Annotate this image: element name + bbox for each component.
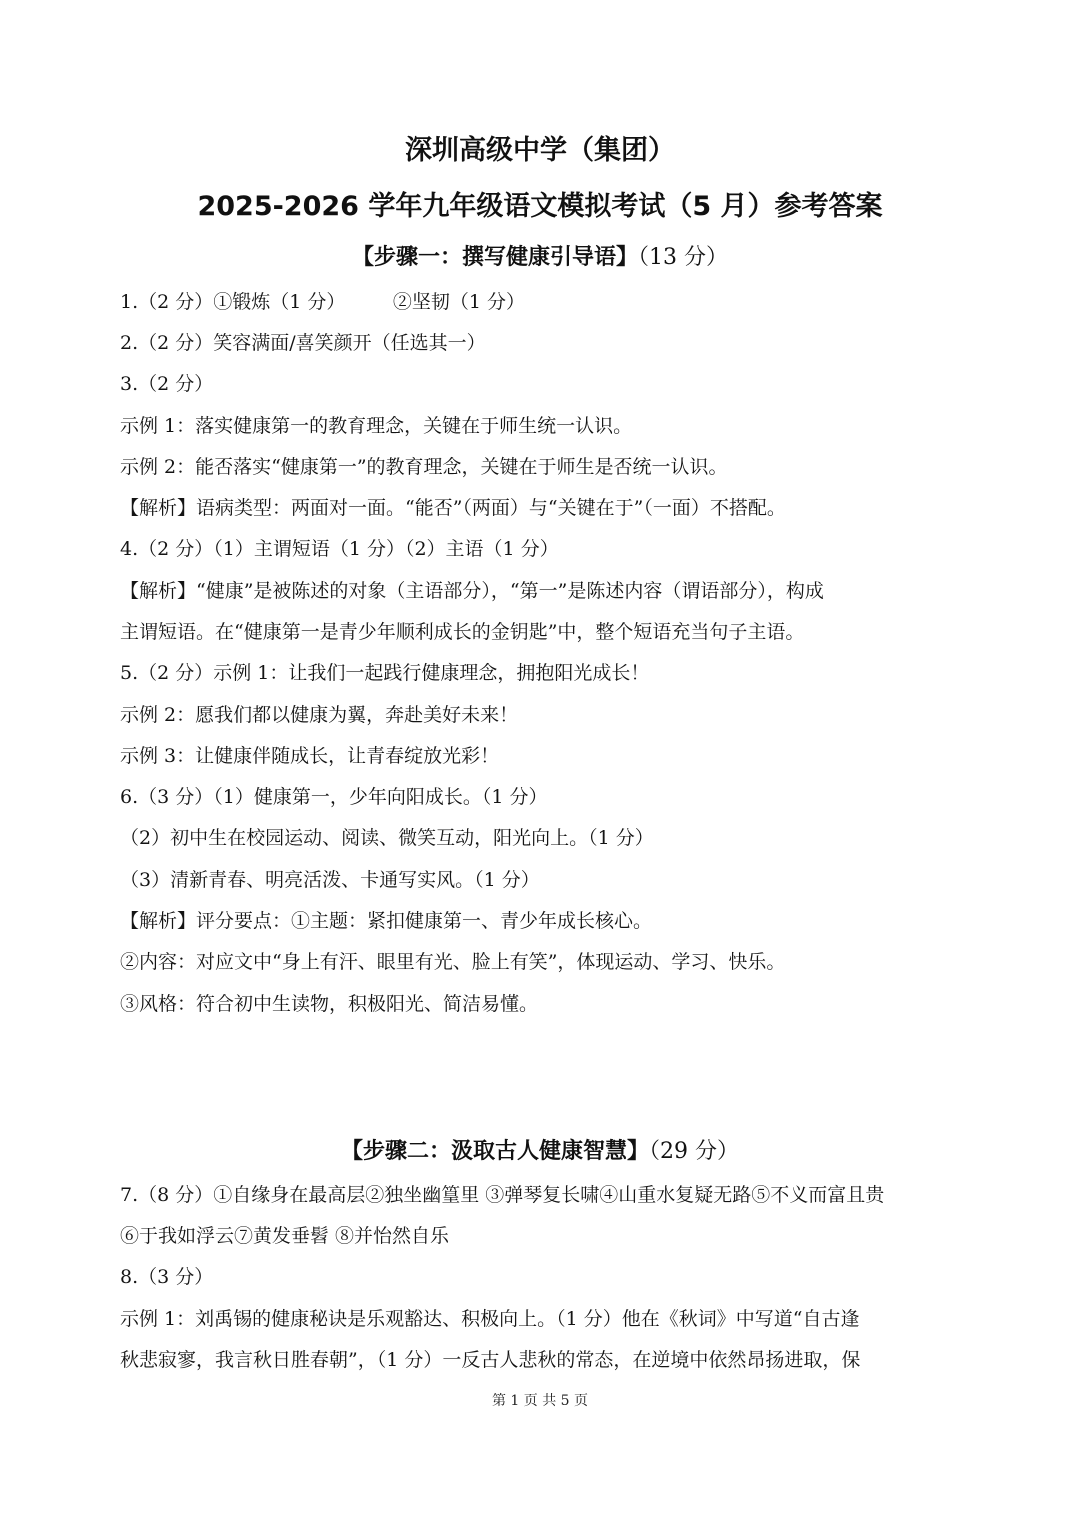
answer-line: 6.（3 分）（1）健康第一，少年向阳成长。（1 分）: [120, 786, 548, 808]
answer-line: 示例 1：落实健康第一的教育理念，关键在于师生统一认识。: [120, 415, 633, 437]
section-label: 【步骤一：撰写健康引导语】: [351, 245, 638, 270]
answer-line: 8.（3 分）: [120, 1266, 214, 1288]
answer-line: 5.（2 分）示例 1：让我们一起践行健康理念，拥抱阳光成长！: [120, 662, 650, 684]
section-score: （29 分）: [649, 1139, 739, 1164]
analysis-line: 【解析】“健康”是被陈述的对象（主语部分），“第一”是陈述内容（谓语部分），构成: [120, 580, 824, 602]
answer-line: 示例 3：让健康伴随成长，让青春绽放光彩！: [120, 745, 500, 767]
answer-line: 3.（2 分）: [120, 373, 214, 395]
answer-line: ⑥于我如浮云⑦黄发垂髫 ⑧并怡然自乐: [120, 1225, 450, 1247]
section-label: 【步骤二：汲取古人健康智慧】: [340, 1139, 649, 1164]
answer-line: 4.（2 分）（1）主谓短语（1 分）（2）主语（1 分）: [120, 538, 559, 560]
analysis-line: 主谓短语。在“健康第一是青少年顺利成长的金钥匙”中，整个短语充当句子主语。: [120, 621, 805, 643]
analysis-line: ③风格：符合初中生读物，积极阳光、简洁易懂。: [120, 993, 539, 1015]
analysis-line: 【解析】评分要点：①主题：紧扣健康第一、青少年成长核心。: [120, 910, 653, 932]
section-heading-step2: [0, 1134, 1080, 1165]
answer-line: 示例 1：刘禹锡的健康秘诀是乐观豁达、积极向上。（1 分）他在《秋词》中写道“自古逢: [120, 1308, 860, 1330]
answer-line: 示例 2：能否落实“健康第一”的教育理念，关键在于师生是否统一认识。: [120, 456, 728, 478]
answer-line: 1.（2 分）①锻炼（1 分） ②坚韧（1 分）: [120, 291, 526, 313]
section-heading-step1: [0, 240, 1080, 271]
answer-line: 2.（2 分）笑容满面/喜笑颜开（任选其一）: [120, 332, 486, 354]
analysis-line: ②内容：对应文中“身上有汗、眼里有光、脸上有笑”，体现运动、学习、快乐。: [120, 951, 786, 973]
answer-line: （2）初中生在校园运动、阅读、微笑互动，阳光向上。（1 分）: [120, 827, 654, 849]
answer-line: 示例 2：愿我们都以健康为翼，奔赴美好未来！: [120, 704, 519, 726]
answer-line: （3）清新青春、明亮活泼、卡通写实风。（1 分）: [120, 869, 540, 891]
document-title: 深圳高级中学（集团）: [405, 135, 675, 166]
section-score: （13 分）: [638, 245, 728, 270]
answer-line: 7.（8 分）①自缘身在最高层②独坐幽篁里 ③弹琴复长啸④山重水复疑无路⑤不义而富且贵: [120, 1184, 885, 1206]
document-subtitle: 2025-2026 学年九年级语文模拟考试（5 月）参考答案: [197, 191, 883, 222]
page-number: 第 1 页 共 5 页: [491, 1393, 589, 1409]
answer-line: 秋悲寂寥，我言秋日胜春朝”，（1 分）一反古人悲秋的常态，在逆境中依然昂扬进取，保: [120, 1349, 861, 1371]
analysis-line: 【解析】语病类型：两面对一面。“能否”（两面）与“关键在于”（一面）不搭配。: [120, 497, 786, 519]
